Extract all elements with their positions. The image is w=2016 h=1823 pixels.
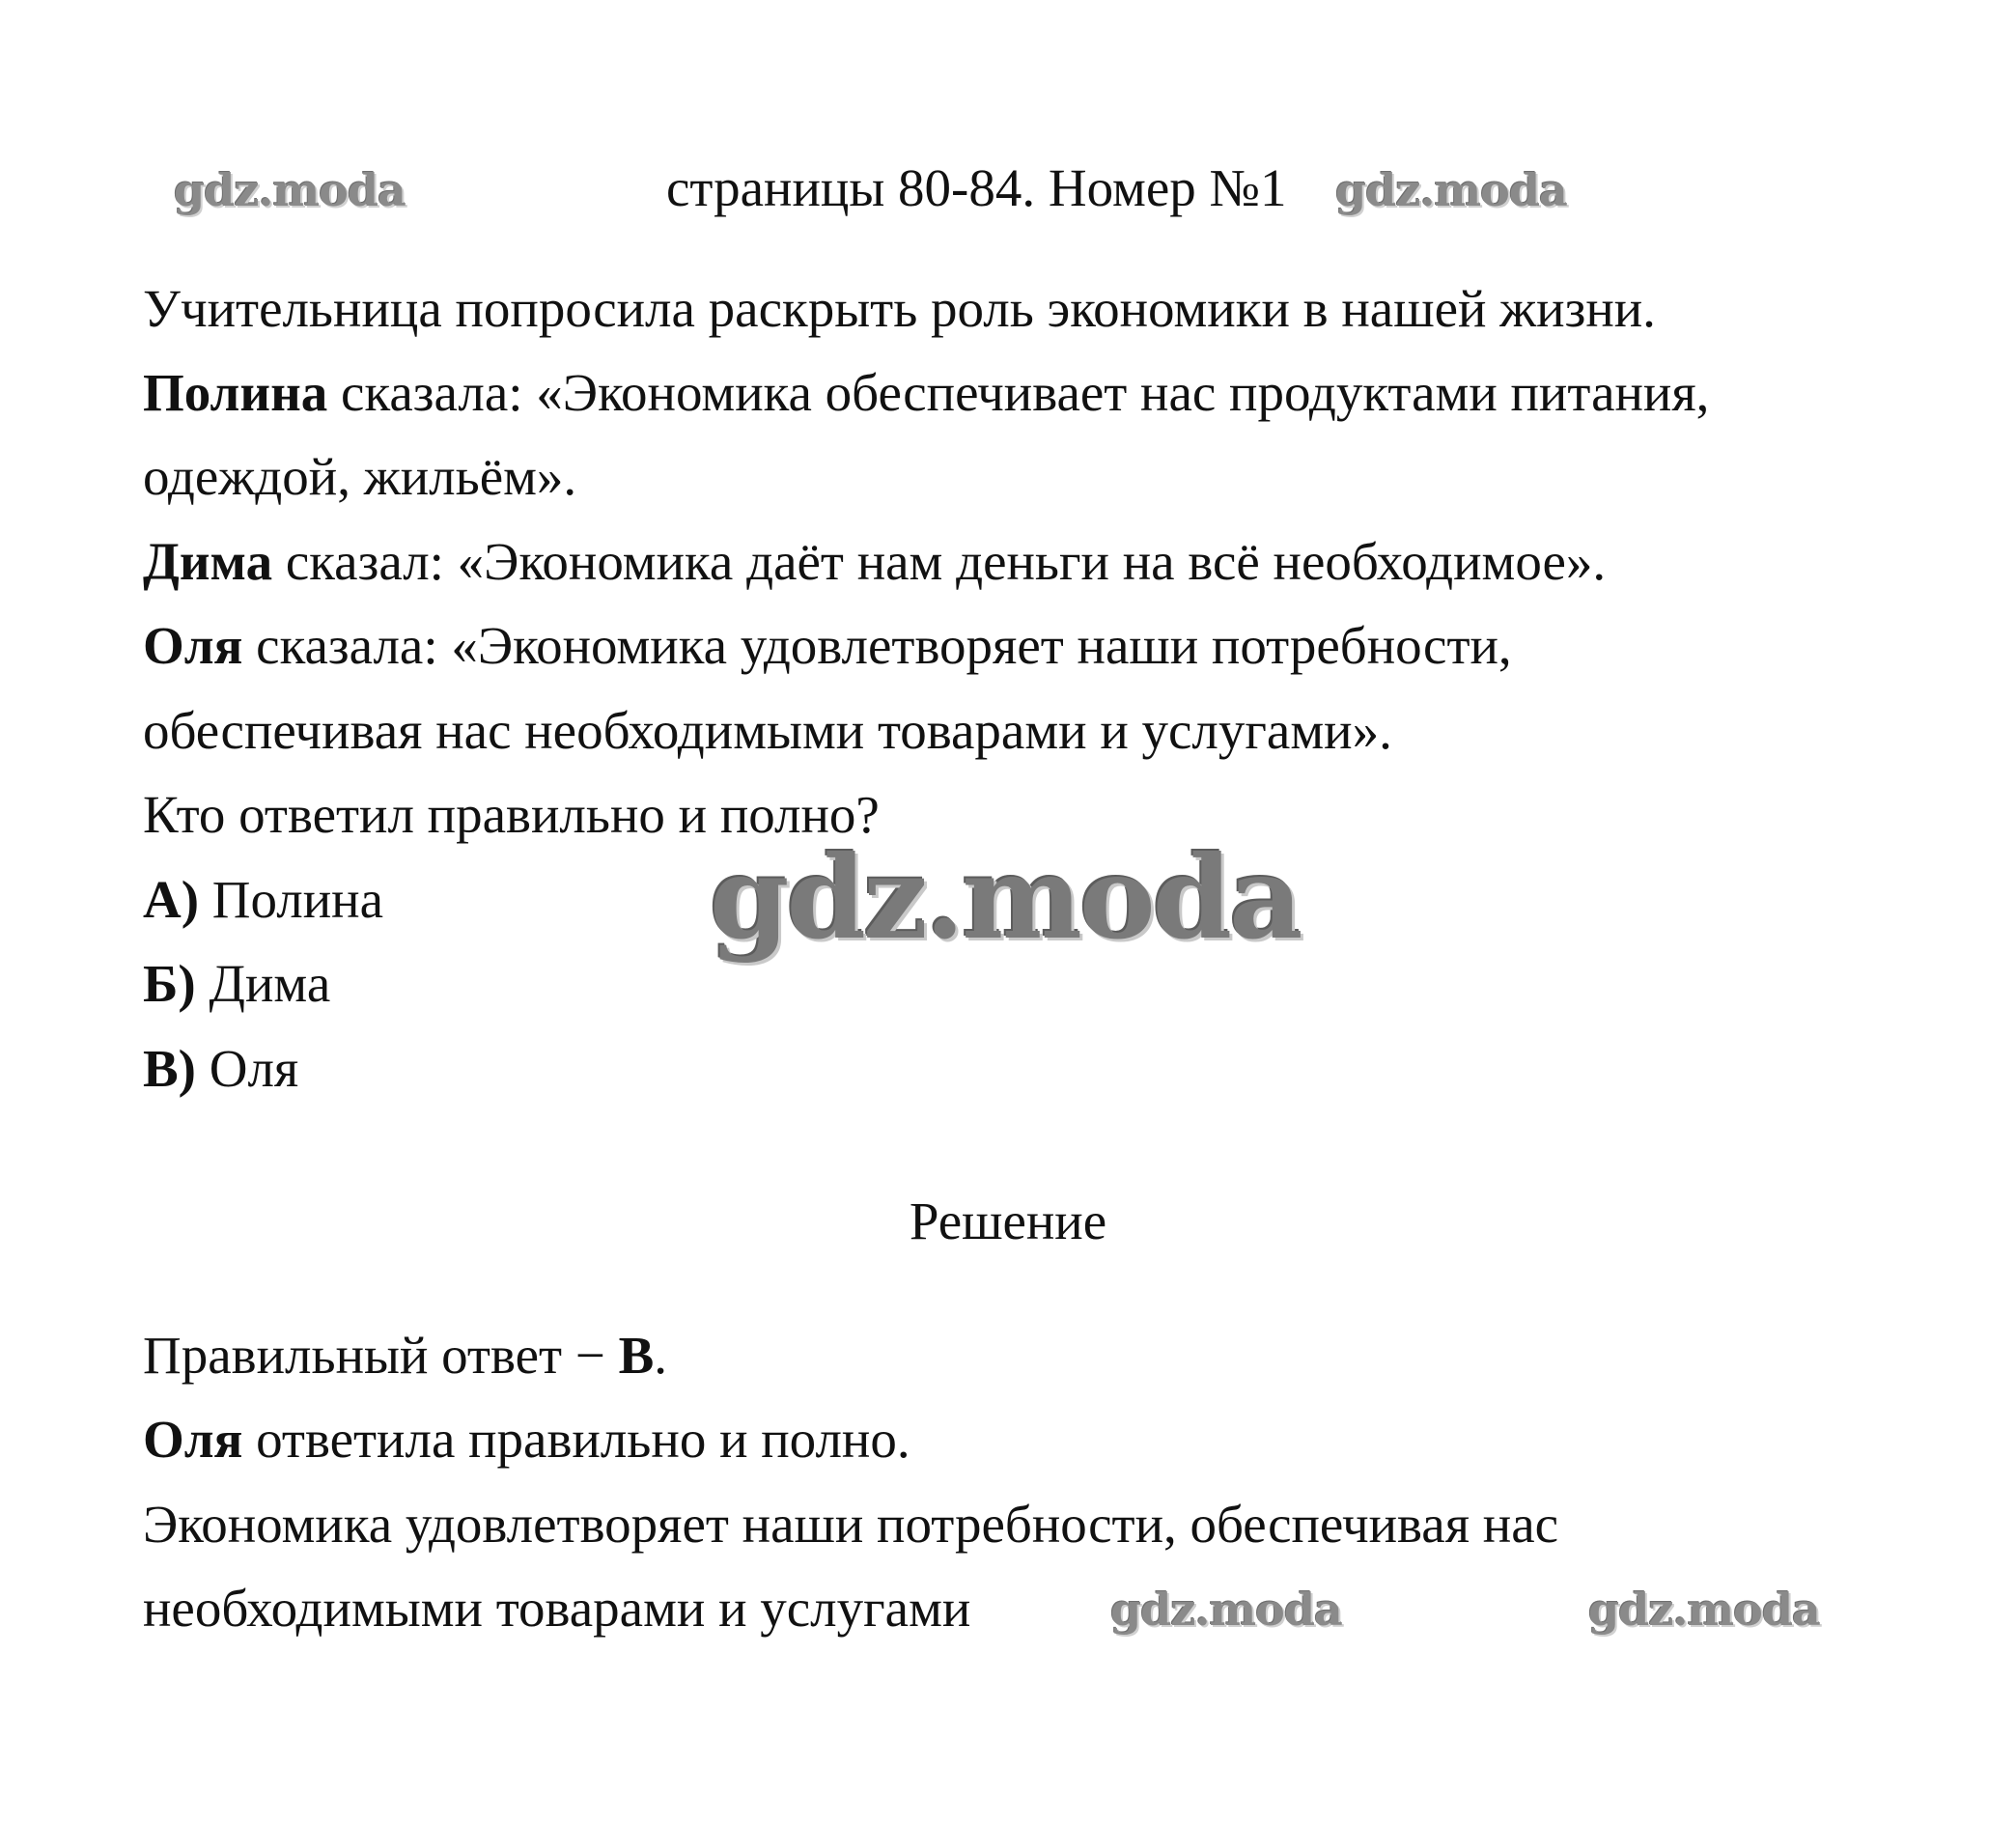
statement-text: сказала: «Экономика удовлетворяет наши потребности,: [242, 616, 1512, 675]
option-text: Оля: [196, 1039, 299, 1098]
statement-continuation: обеспечивая нас необходимыми товарами и услугами».: [143, 701, 1392, 760]
option-letter: Б): [143, 954, 196, 1013]
watermark-logo: gdz.moda: [1110, 1584, 1342, 1636]
answer-prefix: Правильный ответ −: [143, 1326, 619, 1385]
watermark-logo: gdz.moda: [1335, 164, 1567, 216]
option-text: Полина: [199, 870, 384, 929]
explanation-detail: необходимыми товарами и услугами: [143, 1579, 971, 1638]
option-letter: В): [143, 1039, 196, 1098]
watermark-logo: gdz.moda: [1588, 1584, 1820, 1636]
explanation-detail: Экономика удовлетворяет наши потребности, обеспечивая нас: [143, 1495, 1559, 1554]
watermark-logo-large: gdz.moda: [710, 830, 1301, 965]
answer-suffix: .: [654, 1326, 667, 1385]
statement-polina: [143, 359, 1709, 427]
page-title: страницы 80-84. Номер №1: [666, 158, 1287, 217]
statement-olya: [143, 612, 1512, 680]
solution-title: Решение: [909, 1192, 1107, 1250]
speaker-name: Полина: [143, 363, 328, 422]
speaker-name: Оля: [143, 616, 243, 675]
statement-text: сказал: «Экономика даёт нам деньги на всё необходимое».: [272, 532, 1607, 591]
question-prompt: Кто ответил правильно и полно?: [143, 785, 880, 844]
question-intro: Учительница попросила раскрыть роль экономики в нашей жизни.: [143, 279, 1656, 338]
speaker-name: Дима: [143, 532, 273, 591]
option-a: [143, 866, 383, 934]
explanation-text: ответила правильно и полно.: [242, 1410, 910, 1469]
statement-dima: [143, 528, 1606, 596]
speaker-name: Оля: [143, 1410, 243, 1469]
option-letter: А): [143, 870, 200, 929]
statement-text: сказала: «Экономика обеспечивает нас продуктами питания,: [327, 363, 1710, 422]
statement-continuation: одеждой, жильём».: [143, 447, 577, 506]
explanation-line: [143, 1406, 910, 1473]
answer-letter: В: [618, 1326, 655, 1385]
watermark-logo: gdz.moda: [174, 164, 406, 216]
answer-line: [143, 1322, 667, 1389]
option-b: [143, 950, 330, 1018]
option-text: Дима: [195, 954, 331, 1013]
option-c: [143, 1035, 298, 1103]
